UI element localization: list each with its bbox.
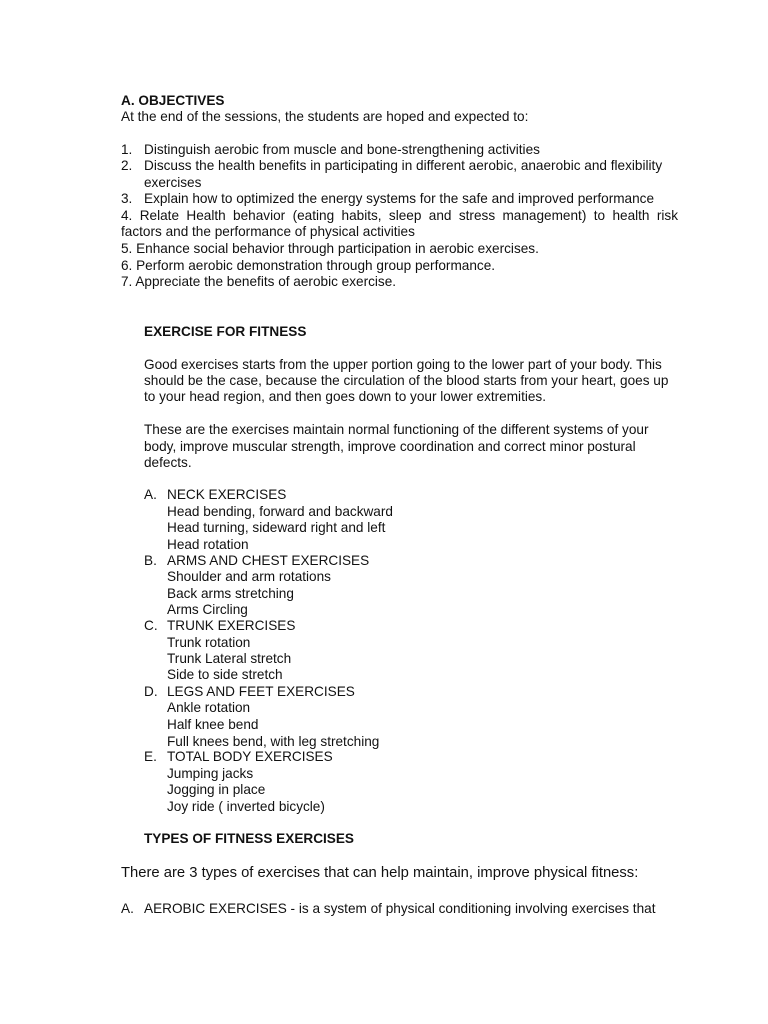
exercise-for-fitness-heading: EXERCISE FOR FITNESS (144, 324, 307, 339)
objectives-intro: At the end of the sessions, the students are hoped and expected to: (121, 109, 529, 124)
exercise-item: Head turning, sideward right and left (167, 520, 386, 535)
group-letter: D. (144, 684, 158, 699)
objective-text: Distinguish aerobic from muscle and bone-strengthening activities (144, 142, 540, 157)
group-title: TRUNK EXERCISES (167, 618, 296, 633)
paragraph-line: Good exercises starts from the upper portion going to the lower part of your body. This (144, 357, 662, 372)
type-letter: A. (121, 901, 134, 916)
exercise-item: Trunk Lateral stretch (167, 651, 292, 666)
group-title: LEGS AND FEET EXERCISES (167, 684, 355, 699)
group-letter: B. (144, 553, 157, 568)
group-title: NECK EXERCISES (167, 487, 287, 502)
exercise-item: Ankle rotation (167, 700, 251, 715)
objective-number: 3. (121, 191, 133, 206)
objective-text: 5. Enhance social behavior through participation in aerobic exercises. (121, 241, 539, 256)
exercise-item: Trunk rotation (167, 635, 251, 650)
objective-text: 7. Appreciate the benefits of aerobic exercise. (121, 274, 397, 289)
objective-text: Explain how to optimized the energy systems for the safe and improved performance (144, 191, 655, 206)
group-letter: A. (144, 487, 157, 502)
paragraph-line: should be the case, because the circulation of the blood starts from your heart, goes up (144, 373, 669, 388)
exercise-item: Side to side stretch (167, 667, 283, 682)
paragraph-line: defects. (144, 455, 192, 470)
objective-text: 6. Perform aerobic demonstration through group performance. (121, 258, 496, 273)
objective-text: 4. Relate Health behavior (eating habits, sleep and stress management) to health risk (121, 208, 678, 223)
exercise-item: Jumping jacks (167, 766, 254, 781)
paragraph-line: to your head region, and then goes down to your lower extremities. (144, 389, 547, 404)
paragraph-line: body, improve muscular strength, improve coordination and correct minor postural (144, 439, 636, 454)
types-intro: There are 3 types of exercises that can help maintain, improve physical fitness: (121, 865, 639, 881)
exercise-item: Jogging in place (167, 782, 266, 797)
objective-number: 2. (121, 158, 133, 173)
exercise-item: Back arms stretching (167, 586, 294, 601)
group-letter: E. (144, 749, 157, 764)
objective-text: Discuss the health benefits in participating in different aerobic, anaerobic and flexibility (144, 158, 663, 173)
types-heading: TYPES OF FITNESS EXERCISES (144, 831, 354, 846)
group-title: ARMS AND CHEST EXERCISES (167, 553, 370, 568)
objective-number: 1. (121, 142, 133, 157)
exercise-item: Shoulder and arm rotations (167, 569, 331, 584)
exercise-item: Joy ride ( inverted bicycle) (167, 799, 325, 814)
exercise-item: Arms Circling (167, 602, 248, 617)
type-description: AEROBIC EXERCISES - is a system of physical conditioning involving exercises that (144, 901, 656, 916)
exercise-item: Head rotation (167, 537, 249, 552)
group-letter: C. (144, 618, 158, 633)
group-title: TOTAL BODY EXERCISES (167, 749, 333, 764)
objective-text-continued: factors and the performance of physical activities (121, 224, 415, 239)
exercise-item: Head bending, forward and backward (167, 504, 393, 519)
paragraph-line: These are the exercises maintain normal functioning of the different systems of your (144, 422, 649, 437)
exercise-item: Half knee bend (167, 717, 259, 732)
objectives-heading: A. OBJECTIVES (121, 93, 225, 108)
exercise-item: Full knees bend, with leg stretching (167, 734, 380, 749)
objective-text-continued: exercises (144, 175, 202, 190)
